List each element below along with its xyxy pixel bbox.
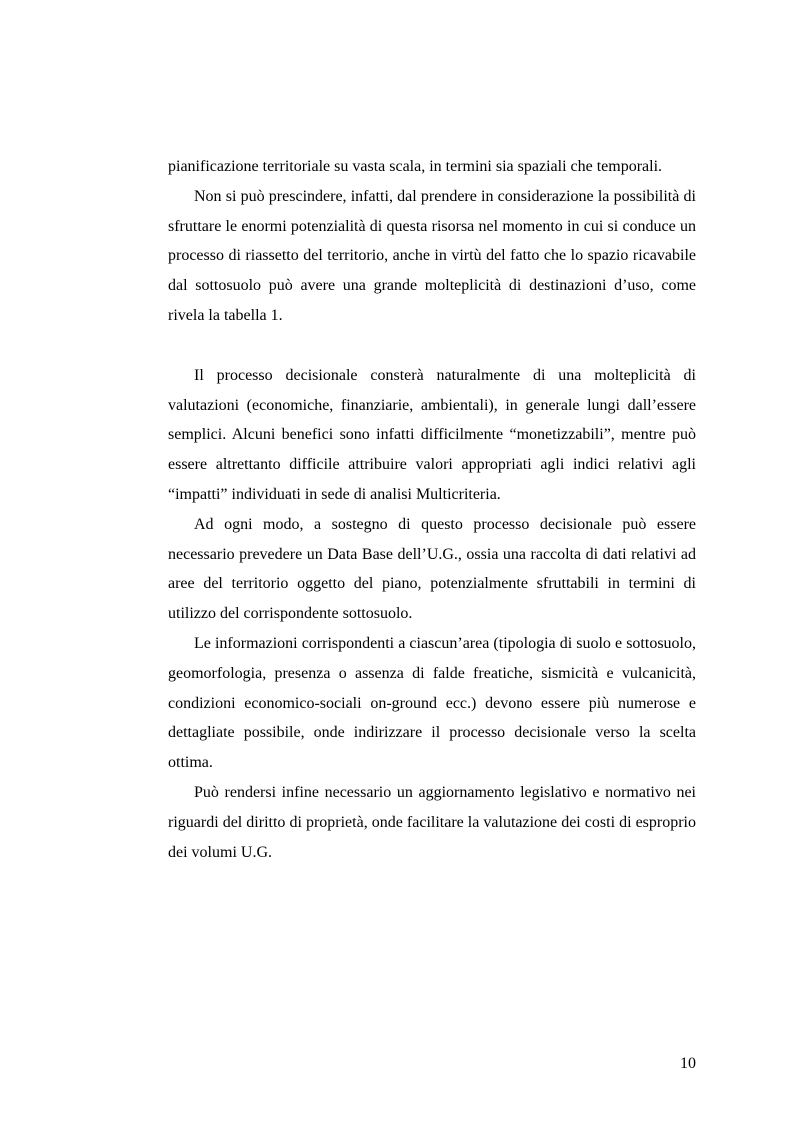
paragraph-legislation: Può rendersi infine necessario un aggiornamento legislativo e normativo nei riguardi del diritto di proprietà, onde facilitare la valutazione dei costi di esproprio dei volumi U.G. <box>168 783 696 861</box>
body-text <box>168 152 696 867</box>
paragraph-decision-process: Il processo decisionale consterà naturalmente di una molteplicità di valutazioni (economiche, finanziarie, ambientali), in generale lungi dall’essere semplici. Alcuni benefici sono infatti difficilmente “monetizzabili”, mentre può essere altrettanto difficile attribuire valori appropriati agli indici relativi agli “impatti” individuati in sede di analisi Multicriteria. <box>168 366 696 503</box>
paragraph-database: Ad ogni modo, a sostegno di questo processo decisionale può essere necessario prevedere un Data Base dell’U.G., ossia una raccolta di dati relativi ad aree del territorio oggetto del piano, potenzialmente sfruttabili in termini di utilizzo del corrispondente sottosuolo. <box>168 515 696 623</box>
paragraph-continuation: pianificazione territoriale su vasta scala, in termini sia spaziali che temporali. <box>168 158 663 175</box>
paragraph-potentialities: Non si può prescindere, infatti, dal prendere in considerazione la possibilità di sfruttare le enormi potenzialità di questa risorsa nel momento in cui si conduce un processo di riassetto del territorio, anche in virtù del fatto che lo spazio ricavabile dal sottosuolo può avere una grande molteplicità di destinazioni d’uso, come rivela la tabella 1. <box>168 187 696 324</box>
page-number: 10 <box>680 1055 696 1072</box>
paragraph-area-information: Le informazioni corrispondenti a ciascun’area (tipologia di suolo e sottosuolo, geomorfologia, presenza o assenza di falde freatiche, sismicità e vulcanicità, condizioni economico-sociali on-ground ecc.) devono essere più numerose e dettagliate possibile, onde indirizzare il processo decisionale verso la scelta ottima. <box>168 634 696 772</box>
